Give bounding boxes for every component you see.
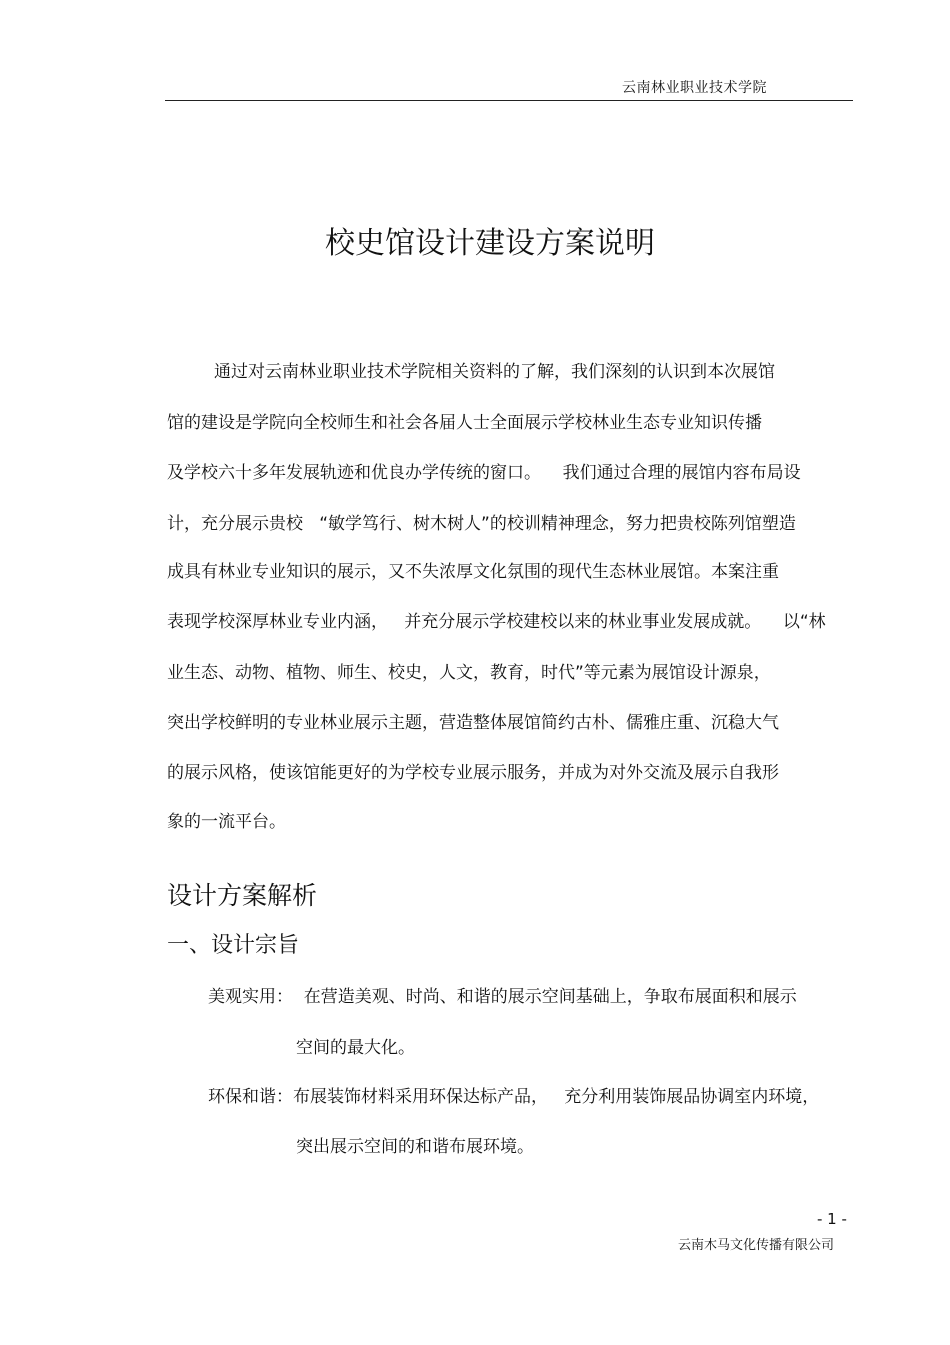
intro-line: 的展示风格，使该馆能更好的为学校专业展示服务，并成为对外交流及展示自我形 (167, 763, 779, 783)
section-heading: 设计方案解析 (167, 881, 318, 910)
principle-continuation: 空间的最大化。 (296, 1038, 415, 1058)
intro-line: 业生态、动物、植物、师生、校史，人文，教育，时代”等元素为展馆设计源泉， (167, 663, 771, 683)
header-org-name: 云南林业职业技术学院 (622, 80, 767, 96)
header-divider (165, 100, 853, 101)
intro-line: 计，充分展示贵校 “敏学笃行、树木树人”的校训精神理念，努力把贵校陈列馆塑造 (167, 514, 796, 534)
intro-line: 表现学校深厚林业专业内涵， 并充分展示学校建校以来的林业事业发展成就。 以“林 (167, 612, 826, 632)
footer-company: 云南木马文化传播有限公司 (678, 1238, 835, 1253)
intro-line: 突出学校鲜明的专业林业展示主题，营造整体展馆简约古朴、儒雅庄重、沉稳大气 (167, 713, 779, 733)
intro-line: 馆的建设是学院向全校师生和社会各届人士全面展示学校林业生态专业知识传播 (167, 413, 762, 433)
principle-line: 环保和谐：布展装饰材料采用环保达标产品， 充分利用装饰展品协调室内环境， (208, 1087, 820, 1107)
intro-line: 象的一流平台。 (167, 812, 286, 832)
intro-line: 及学校六十多年发展轨迹和优良办学传统的窗口。 我们通过合理的展馆内容布局设 (167, 463, 801, 483)
intro-line: 成具有林业专业知识的展示，又不失浓厚文化氛围的现代生态林业展馆。本案注重 (167, 562, 779, 582)
subsection-heading: 一、设计宗旨 (167, 933, 300, 958)
principle-continuation: 突出展示空间的和谐布展环境。 (296, 1137, 534, 1157)
page-number: - 1 - (817, 1210, 847, 1228)
principle-line: 美观实用： 在营造美观、时尚、和谐的展示空间基础上，争取布展面积和展示 (208, 987, 797, 1007)
intro-line: 通过对云南林业职业技术学院相关资料的了解，我们深刻的认识到本次展馆 (214, 362, 775, 382)
document-title: 校史馆设计建设方案说明 (325, 226, 655, 261)
